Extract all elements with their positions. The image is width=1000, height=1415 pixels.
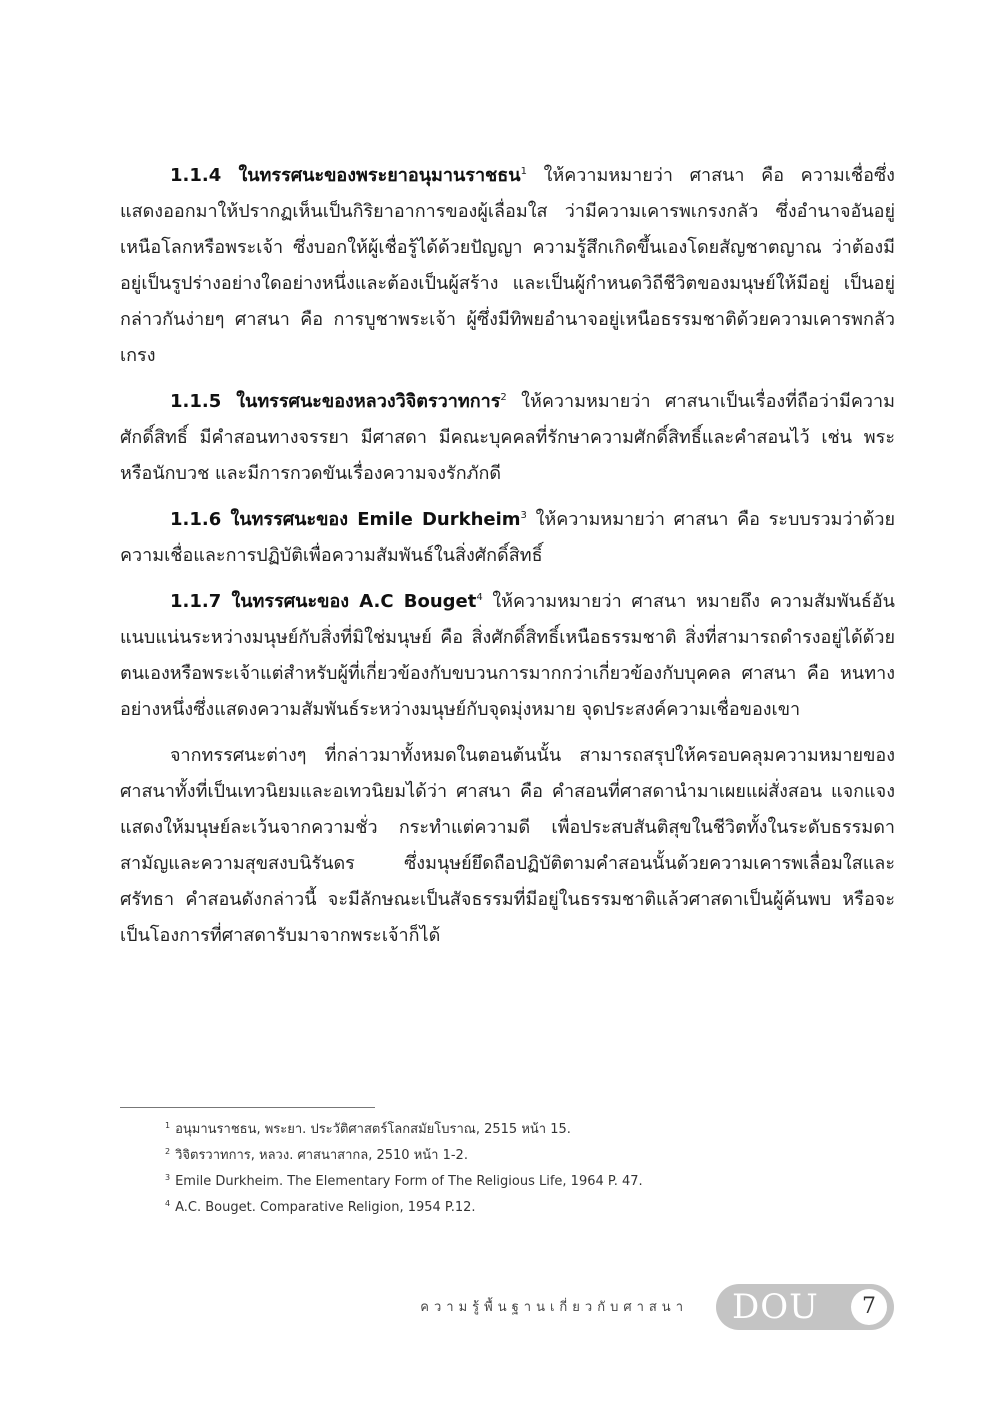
- section-body: ให้ความหมายว่า ศาสนา หมายถึง ความสัมพันธ์อันแนบแน่นระหว่างมนุษย์กับสิ่งที่มิใช่มนุษย์ คือ สิ่งศักดิ์สิทธิ์เหนือธรรมชาติ สิ่งที่สามารถดำรงอยู่ได้ด้วยตนเองหรือพระเจ้าแต่สำหรับผู้ที่เกี่ยวข้องกับขบวนการมากกว่าเกี่ยวข้องกับบุคคล ศาสนา คือ หนทางอย่างหนึ่งซึ่งแสดงความสัมพันธ์ระหว่างมนุษย์กับจุดมุ่งหมาย จุดประสงค์ความเชื่อของเขา: [120, 591, 895, 720]
- page-number: 7: [851, 1289, 887, 1325]
- section-body: ให้ความหมายว่า ศาสนา คือ ความเชื่อซึ่งแสดงออกมาให้ปรากฏเห็นเป็นกิริยาอาการของผู้เลื่อมใส ว่ามีความเคารพเกรงกลัว ซึ่งอำนาจอันอยู่เหนือโลกหรือพระเจ้า ซึ่งบอกให้ผู้เชื่อรู้ได้ด้วยปัญญา ความรู้สึกเกิดขึ้นเองโดยสัญชาตญาณ ว่าต้องมีอยู่เป็นรูปร่างอย่างใดอย่างหนึ่งและต้องเป็นผู้สร้าง และเป็นผู้กำหนดวิถีชีวิตของมนุษย์ให้มีอยู่ เป็นอยู่ กล่าวกันง่ายๆ ศาสนา คือ การบูชาพระเจ้า ผู้ซึ่งมีทิพยอำนาจอยู่เหนือธรรมชาติด้วยความเคารพกลัวเกรง: [120, 165, 895, 366]
- conclusion-paragraph: จากทรรศนะต่างๆ ที่กล่าวมาทั้งหมดในตอนต้นนั้น สามารถสรุปให้ครอบคลุมความหมายของศาสนาทั้งที่เป็นเทวนิยมและอเทวนิยมได้ว่า ศาสนา คือ คำสอนที่ศาสดานำมาเผยแผ่สั่งสอน แจกแจง แสดงให้มนุษย์ละเว้นจากความชั่ว กระทำแต่ความดี เพื่อประสบสันติสุขในชีวิตทั้งในระดับธรรมดาสามัญและความสุขสงบนิรันดร ซึ่งมนุษย์ยึดถือปฏิบัติตามคำสอนนั้นด้วยความเคารพเลื่อมใสและศรัทธา คำสอนดังกล่าวนี้ จะมีลักษณะเป็นสัจธรรมที่มีอยู่ในธรรมชาติแล้วศาสดาเป็นผู้ค้นพบ หรือจะเป็นโองการที่ศาสดารับมาจากพระเจ้าก็ได้: [120, 745, 895, 946]
- footnote-item: $^4$ A.C. Bouget. Comparative Religion, 1954 P.12.: [165, 1198, 476, 1215]
- footnote-ref: 4: [476, 592, 483, 603]
- section-heading: 1.1.7 ในทรรศนะของ A.C Bouget: [170, 591, 477, 612]
- footnote-ref: 3: [520, 510, 527, 521]
- running-title: ความรู้พื้นฐานเกี่ยวกับศาสนา: [420, 1300, 688, 1315]
- footnote-ref: 2: [500, 392, 507, 403]
- footnote-item: $^3$ Emile Durkheim. The Elementary Form of The Religious Life, 1964 P. 47.: [165, 1172, 643, 1189]
- dou-logo: DOU: [732, 1287, 819, 1327]
- section-1-1-5: [120, 384, 895, 492]
- section-heading: 1.1.4 ในทรรศนะของพระยาอนุมานราชธน: [170, 165, 521, 186]
- section-body: ให้ความหมายว่า ศาสนาเป็นเรื่องที่ถือว่ามีความศักดิ์สิทธิ์ มีคำสอนทางจรรยา มีศาสดา มีคณะบุคคลที่รักษาความศักดิ์สิทธิ์และคำสอนไว้ เช่น พระหรือนักบวช และมีการกวดขันเรื่องความจงรักภักดี: [120, 391, 895, 484]
- section-body: ให้ความหมายว่า ศาสนา คือ ระบบรวมว่าด้วยความเชื่อและการปฏิบัติเพื่อความสัมพันธ์ในสิ่งศักดิ์สิทธิ์: [120, 509, 895, 566]
- footnote-item: $^2$ วิจิตรวาทการ, หลวง. ศาสนาสากล, 2510 หน้า 1-2.: [165, 1146, 468, 1163]
- footnote-item: $^1$ อนุมานราชธน, พระยา. ประวัติศาสตร์โลกสมัยโบราณ, 2515 หน้า 15.: [165, 1120, 571, 1137]
- section-1-1-4: [120, 158, 895, 374]
- page-badge: [716, 1284, 894, 1330]
- footnote-ref: 1: [520, 166, 527, 177]
- main-content: [120, 158, 895, 964]
- section-heading: 1.1.6 ในทรรศนะของ Emile Durkheim: [170, 509, 521, 530]
- footnotes: [165, 1117, 865, 1221]
- section-1-1-6: [120, 502, 895, 574]
- footnote-divider: [120, 1107, 375, 1108]
- section-heading: 1.1.5 ในทรรศนะของหลวงวิจิตรวาทการ: [170, 391, 501, 412]
- section-1-1-7: [120, 584, 895, 728]
